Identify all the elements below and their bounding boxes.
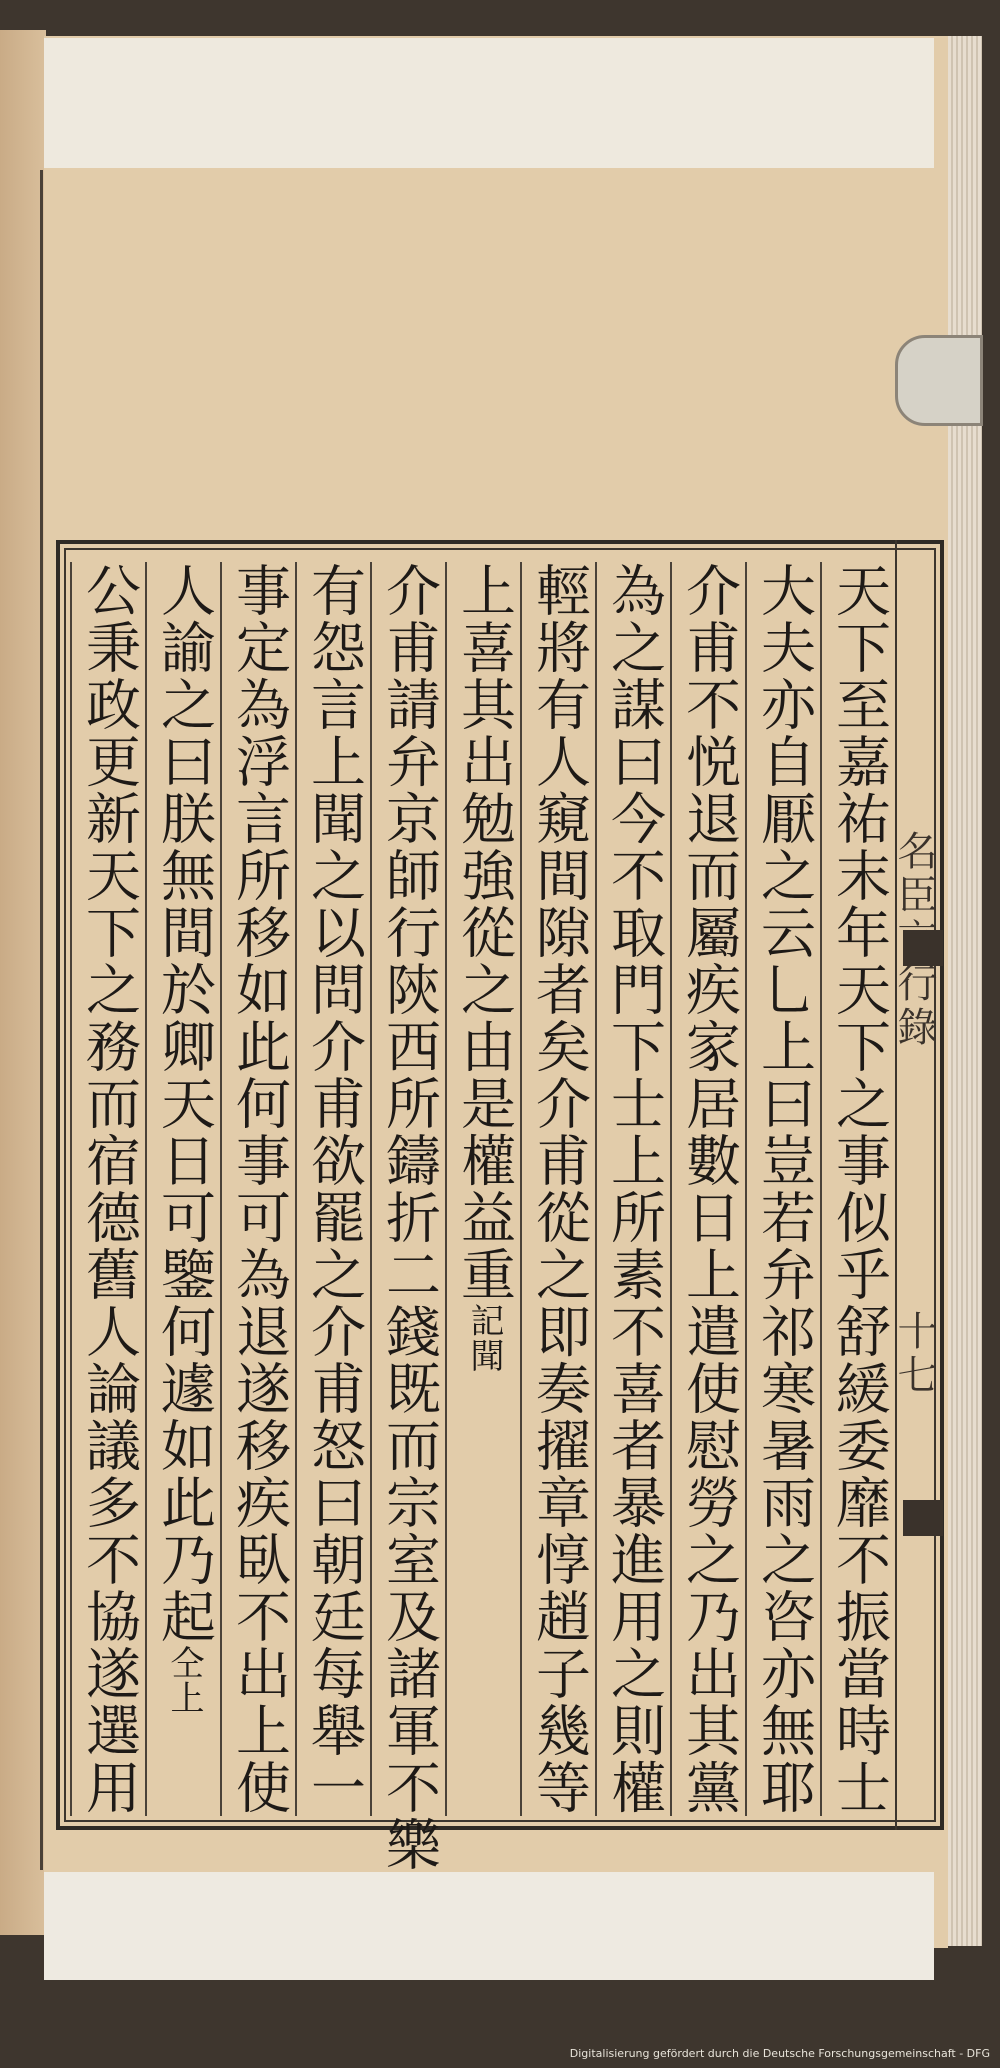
page-gutter	[891, 540, 947, 1830]
source-note: 仝上	[164, 1645, 204, 1715]
gutter-title: 名臣言行錄	[891, 830, 937, 1050]
column-text: 有怨言上聞之以問介甫欲罷之介甫怒曰朝廷每舉一	[302, 562, 366, 1816]
column-main-text: 人諭之曰朕無間於卿天日可鑒何遽如此乃起	[152, 562, 216, 1645]
column-text: 介甫不悦退而屬疾家居數日上遣使慰勞之乃出其黨	[677, 562, 741, 1816]
text-column	[145, 562, 219, 1816]
top-paper-strip	[44, 38, 934, 168]
page-tab-marker	[895, 335, 983, 426]
column-text: 事定為浮言所移如此何事可為退遂移疾臥不出上使	[227, 562, 291, 1816]
text-column	[295, 562, 369, 1816]
column-text: 公秉政更新天下之務而宿德舊人論議多不協遂選用	[77, 562, 141, 1816]
text-column	[670, 562, 744, 1816]
text-column	[820, 562, 894, 1816]
column-text: 大夫亦自厭之云乚上曰豈若弁祁寒暑雨之咨亦無耶	[752, 562, 816, 1816]
text-column	[595, 562, 669, 1816]
gutter-fish-tail-bottom	[903, 1500, 943, 1536]
text-column	[520, 562, 594, 1816]
bottom-paper-strip	[44, 1872, 934, 1980]
text-column	[445, 562, 519, 1816]
text-column	[220, 562, 294, 1816]
digitization-credit: Digitalisierung gefördert durch die Deutsche Forschungsgemeinschaft - DFG	[569, 2047, 990, 2060]
column-text	[449, 562, 519, 1373]
source-note: 記聞	[464, 1303, 504, 1373]
text-column	[370, 562, 444, 1873]
text-column	[70, 562, 144, 1816]
column-text	[149, 562, 219, 1715]
column-text: 介甫請弁京師行陝西所鑄折二錢既而宗室及諸軍不樂	[377, 562, 441, 1873]
column-text: 輕將有人窺間隙者矣介甫從之即奏擢章惇趙子幾等	[527, 562, 591, 1816]
column-text: 為之謀曰今不取門下士上所素不喜者暴進用之則權	[602, 562, 666, 1816]
text-column	[745, 562, 819, 1816]
column-main-text: 上喜其出勉強從之由是權益重	[452, 562, 516, 1303]
gutter-page-number: 十七	[891, 1310, 937, 1398]
previous-page-edge	[0, 30, 46, 1935]
column-text: 天下至嘉祐末年天下之事似乎舒緩委靡不振當時士	[827, 562, 891, 1816]
